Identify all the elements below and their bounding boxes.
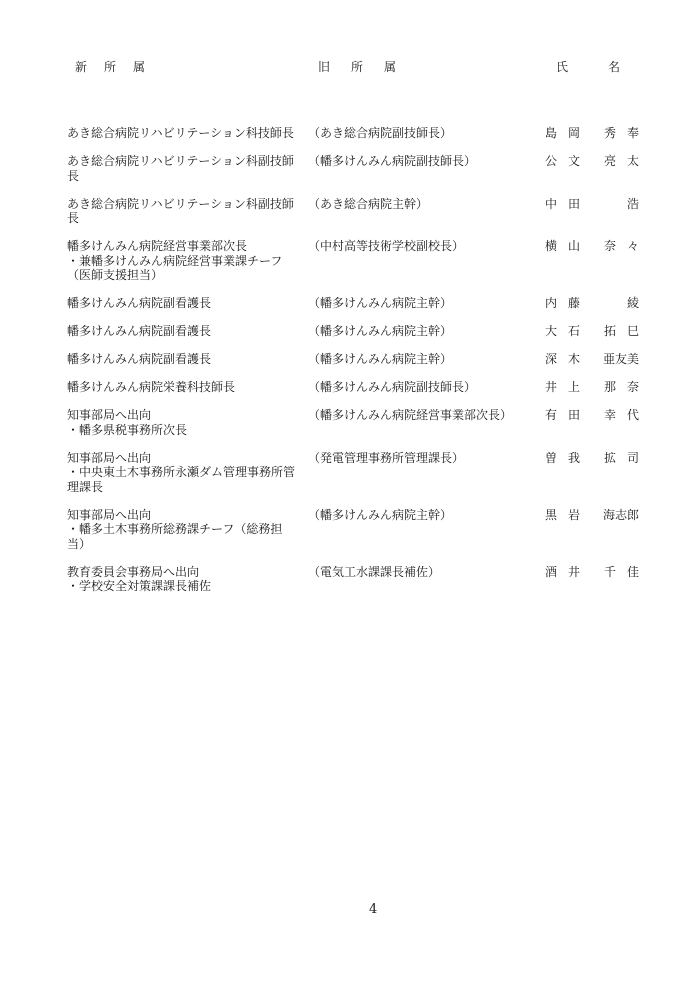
family-name: 曽我 <box>545 450 592 465</box>
given-name: 亜友美 <box>602 352 639 366</box>
header-char: 新 <box>75 60 88 74</box>
personnel-row <box>67 197 647 226</box>
personnel-row <box>67 408 650 437</box>
old-affiliation: （幡多けんみん病院経営事業部次長） <box>308 408 513 422</box>
given-name: 千佳 <box>603 564 650 579</box>
old-affiliation: （幡多けんみん病院主幹） <box>308 507 453 522</box>
personnel-row <box>67 126 650 141</box>
old-affiliation: （幡多けんみん病院主幹） <box>308 296 453 310</box>
page-number: 4 <box>369 902 378 917</box>
new-affiliation-line: （医師支援担当） <box>67 268 164 282</box>
new-affiliation-line: ・幡多土木事務所総務課チーフ（総務担当） <box>67 522 283 551</box>
personnel-list <box>67 126 650 607</box>
new-affiliation <box>67 296 295 311</box>
new-affiliation-line: あき総合病院リハビリテーション科副技師長 <box>67 196 294 225</box>
new-affiliation <box>67 352 295 367</box>
new-affiliation-line: あき総合病院リハビリテーション科技師長 <box>67 126 294 140</box>
header-char: 所 <box>104 60 117 74</box>
personnel-row <box>67 450 650 495</box>
given-name: 綾 <box>626 296 639 310</box>
personnel-row <box>67 508 647 552</box>
family-name: 中田 <box>545 196 592 211</box>
given-name: 秀奉 <box>603 126 650 140</box>
new-affiliation-line: ・幡多県税事務所次長 <box>67 422 188 437</box>
given-name: 幸代 <box>603 408 650 422</box>
new-affiliation-line: 知事部局へ出向 <box>67 408 152 422</box>
old-affiliation: （幡多けんみん病院主幹） <box>308 352 453 366</box>
family-name: 井上 <box>545 380 592 394</box>
family-name: 横山 <box>545 239 592 253</box>
header-char: 属 <box>133 60 146 74</box>
new-affiliation <box>67 197 295 226</box>
new-affiliation-line: 知事部局へ出向 <box>67 450 152 465</box>
new-affiliation-line: 幡多けんみん病院経営事業部次長 <box>67 239 248 253</box>
family-name: 内藤 <box>545 296 592 310</box>
family-name: 公文 <box>545 154 592 168</box>
personnel-row <box>67 239 650 283</box>
header-char: 名 <box>608 60 621 74</box>
header-char: 属 <box>384 60 397 74</box>
new-affiliation <box>67 451 295 495</box>
given-name: 奈々 <box>603 239 650 253</box>
given-name: 浩 <box>626 196 639 211</box>
new-affiliation <box>67 508 295 552</box>
header-char: 旧 <box>318 60 331 74</box>
old-affiliation: （あき総合病院副技師長） <box>308 126 453 140</box>
new-affiliation <box>67 408 295 437</box>
new-affiliation <box>67 565 295 594</box>
given-name: 拡司 <box>603 450 650 465</box>
new-affiliation-line: 幡多けんみん病院副看護長 <box>67 296 212 310</box>
new-affiliation-line: ・学校安全対策課課長補佐 <box>67 579 212 593</box>
given-name: 那奈 <box>603 380 650 394</box>
old-affiliation: （電気工水課課長補佐） <box>308 564 441 579</box>
old-affiliation: （幡多けんみん病院副技師長） <box>308 380 477 394</box>
new-affiliation <box>67 126 295 141</box>
old-affiliation: （中村高等技術学校副校長） <box>308 239 465 253</box>
personnel-row <box>67 324 650 339</box>
family-name: 大石 <box>545 324 592 338</box>
personnel-row <box>67 380 650 395</box>
old-affiliation: （幡多けんみん病院主幹） <box>308 324 453 338</box>
old-affiliation: （あき総合病院主幹） <box>308 196 429 211</box>
new-affiliation-line: あき総合病院リハビリテーション科副技師長 <box>67 154 294 183</box>
old-affiliation: （幡多けんみん病院副技師長） <box>308 154 477 168</box>
new-affiliation-line: 幡多けんみん病院栄養科技師長 <box>67 380 236 394</box>
family-name: 酒井 <box>545 564 592 579</box>
family-name: 島岡 <box>545 126 592 140</box>
new-affiliation <box>67 324 295 339</box>
new-affiliation-line: ・兼幡多けんみん病院経営事業課チーフ <box>67 253 283 268</box>
new-affiliation-line: 幡多けんみん病院副看護長 <box>67 324 212 338</box>
family-name: 有田 <box>545 408 592 422</box>
new-affiliation-line: 幡多けんみん病院副看護長 <box>67 352 212 366</box>
personnel-row <box>67 564 650 594</box>
new-affiliation <box>67 239 295 283</box>
given-name: 海志郎 <box>602 507 639 522</box>
given-name: 亮太 <box>603 154 650 168</box>
header-char: 所 <box>351 60 364 74</box>
new-affiliation-line: ・中央東土木事務所永瀬ダム管理事務所管理課長 <box>67 465 296 494</box>
personnel-row <box>67 296 647 311</box>
given-name: 拓巳 <box>603 324 650 338</box>
new-affiliation-line: 知事部局へ出向 <box>67 507 152 522</box>
new-affiliation <box>67 154 295 183</box>
family-name: 黒岩 <box>545 507 592 522</box>
personnel-row <box>67 352 647 367</box>
new-affiliation <box>67 380 295 395</box>
old-affiliation: （発電管理事務所管理課長） <box>308 450 465 465</box>
new-affiliation-line: 教育委員会事務局へ出向 <box>67 564 200 579</box>
personnel-row <box>67 154 650 183</box>
header-char: 氏 <box>556 60 569 74</box>
family-name: 深木 <box>545 352 592 366</box>
